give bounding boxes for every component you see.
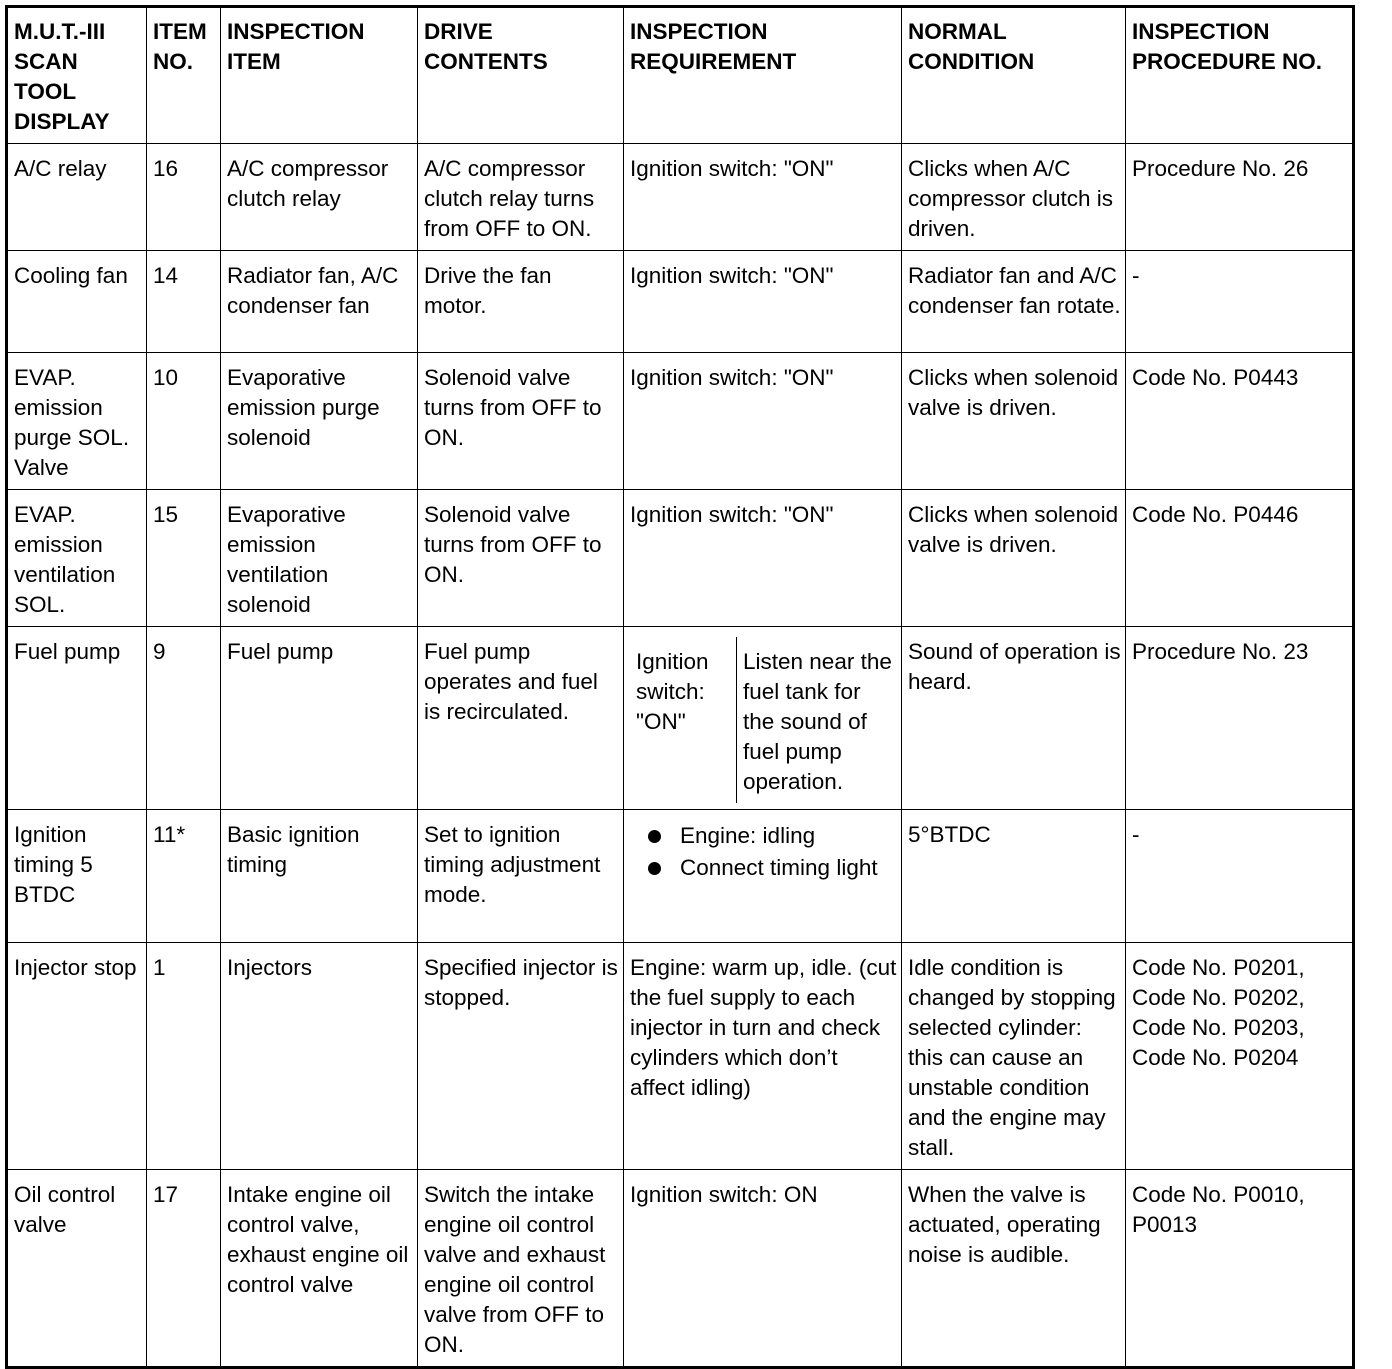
cell-drive-contents: Drive the fan motor. <box>418 251 624 353</box>
cell-normal-condition: Sound of operation is heard. <box>902 627 1126 810</box>
cell-drive-contents: Solenoid valve turns from OFF to ON. <box>418 490 624 627</box>
cell-inspection-item: Radiator fan, A/C condenser fan <box>221 251 418 353</box>
cell-item-no: 10 <box>147 353 221 490</box>
table-header-row <box>7 7 1354 144</box>
cell-display: Ignition timing 5 BTDC <box>7 810 147 943</box>
cell-drive-contents: Set to ignition timing adjustment mode. <box>418 810 624 943</box>
cell-drive-contents: A/C compressor clutch relay turns from OFF to ON. <box>418 144 624 251</box>
cell-procedure: Code No. P0446 <box>1126 490 1354 627</box>
list-item: Engine: idling <box>642 820 897 852</box>
cell-drive-contents: Fuel pump operates and fuel is recirculated. <box>418 627 624 810</box>
cell-requirement-split <box>624 627 902 810</box>
table-row <box>7 627 1354 810</box>
cell-item-no: 15 <box>147 490 221 627</box>
cell-item-no: 11* <box>147 810 221 943</box>
cell-display: Oil control valve <box>7 1170 147 1368</box>
cell-normal-condition: When the valve is actuated, operating noise is audible. <box>902 1170 1126 1368</box>
table-row <box>7 144 1354 251</box>
cell-drive-contents: Solenoid valve turns from OFF to ON. <box>418 353 624 490</box>
requirement-subtable <box>630 637 897 803</box>
cell-display: EVAP. emission ventilation SOL. <box>7 490 147 627</box>
cell-normal-condition: Idle condition is changed by stopping selected cylinder: this can cause an unstable condition and the engine may stall. <box>902 943 1126 1170</box>
cell-procedure: Code No. P0443 <box>1126 353 1354 490</box>
cell-item-no: 14 <box>147 251 221 353</box>
cell-display: Fuel pump <box>7 627 147 810</box>
cell-drive-contents: Specified injector is stopped. <box>418 943 624 1170</box>
table-row <box>7 1170 1354 1368</box>
cell-normal-condition: Radiator fan and A/C condenser fan rotate. <box>902 251 1126 353</box>
cell-display: EVAP. emission purge SOL. Valve <box>7 353 147 490</box>
header-procedure-no: INSPECTION PROCEDURE NO. <box>1126 7 1354 144</box>
cell-procedure: Code No. P0010, P0013 <box>1126 1170 1354 1368</box>
header-inspection-item: INSPECTION ITEM <box>221 7 418 144</box>
cell-normal-condition: 5°BTDC <box>902 810 1126 943</box>
table-row <box>7 490 1354 627</box>
cell-normal-condition: Clicks when A/C compressor clutch is driven. <box>902 144 1126 251</box>
cell-requirement: Ignition switch: "ON" <box>624 251 902 353</box>
cell-procedure: Procedure No. 23 <box>1126 627 1354 810</box>
cell-requirement-condition: Ignition switch: "ON" <box>630 637 737 803</box>
header-normal-condition: NORMAL CONDITION <box>902 7 1126 144</box>
cell-display: Cooling fan <box>7 251 147 353</box>
cell-requirement: Ignition switch: "ON" <box>624 490 902 627</box>
cell-normal-condition: Clicks when solenoid valve is driven. <box>902 353 1126 490</box>
cell-procedure: - <box>1126 251 1354 353</box>
cell-inspection-item: Fuel pump <box>221 627 418 810</box>
cell-inspection-item: Intake engine oil control valve, exhaust engine oil control valve <box>221 1170 418 1368</box>
cell-requirement: Ignition switch: "ON" <box>624 353 902 490</box>
list-item: Connect timing light <box>642 852 897 884</box>
cell-requirement-instruction: Listen near the fuel tank for the sound of fuel pump operation. <box>743 649 892 794</box>
table-row <box>7 810 1354 943</box>
actuator-test-table <box>5 5 1355 1369</box>
cell-requirement-list <box>624 810 902 943</box>
cell-drive-contents: Switch the intake engine oil control valve and exhaust engine oil control valve from OFF to ON. <box>418 1170 624 1368</box>
cell-inspection-item: Evaporative emission ventilation solenoid <box>221 490 418 627</box>
header-inspection-requirement: INSPECTION REQUIREMENT <box>624 7 902 144</box>
cell-inspection-item: Injectors <box>221 943 418 1170</box>
cell-display: A/C relay <box>7 144 147 251</box>
cell-item-no: 9 <box>147 627 221 810</box>
cell-procedure: Code No. P0201, Code No. P0202, Code No. P0203, Code No. P0204 <box>1126 943 1354 1170</box>
table-row <box>7 251 1354 353</box>
table-row <box>7 353 1354 490</box>
cell-procedure: - <box>1126 810 1354 943</box>
cell-inspection-item: Basic ignition timing <box>221 810 418 943</box>
header-drive-contents: DRIVE CONTENTS <box>418 7 624 144</box>
cell-inspection-item: A/C compressor clutch relay <box>221 144 418 251</box>
header-item-no: ITEM NO. <box>147 7 221 144</box>
cell-requirement: Ignition switch: ON <box>624 1170 902 1368</box>
cell-inspection-item: Evaporative emission purge solenoid <box>221 353 418 490</box>
cell-item-no: 16 <box>147 144 221 251</box>
cell-display: Injector stop <box>7 943 147 1170</box>
cell-requirement: Engine: warm up, idle. (cut the fuel supply to each injector in turn and check cylinders which don’t affect idling) <box>624 943 902 1170</box>
cell-item-no: 1 <box>147 943 221 1170</box>
cell-requirement: Ignition switch: "ON" <box>624 144 902 251</box>
cell-procedure: Procedure No. 26 <box>1126 144 1354 251</box>
cell-item-no: 17 <box>147 1170 221 1368</box>
table-row <box>7 943 1354 1170</box>
header-scan-tool-display: M.U.T.-III SCAN TOOL DISPLAY <box>7 7 147 144</box>
cell-normal-condition: Clicks when solenoid valve is driven. <box>902 490 1126 627</box>
requirement-bullet-list <box>630 820 897 884</box>
